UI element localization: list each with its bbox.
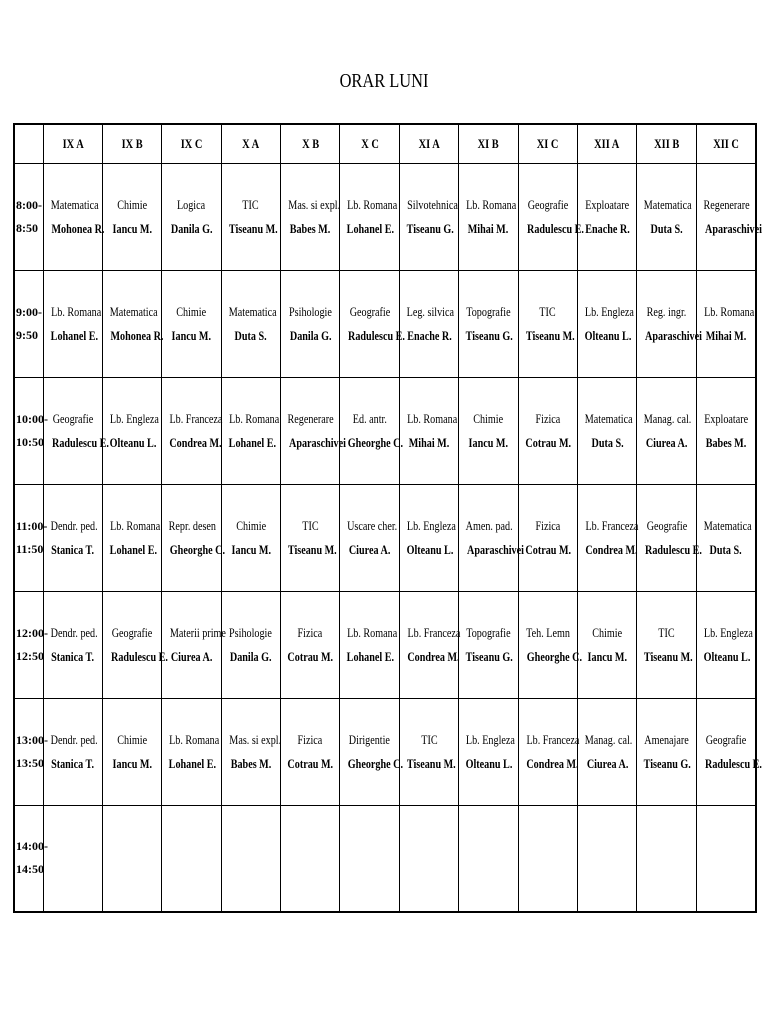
lesson-cell <box>696 699 762 806</box>
lesson-cell <box>637 592 696 699</box>
lesson-subject: Lb. Engleza <box>109 411 159 426</box>
lesson-teacher: Mihai M. <box>705 328 747 343</box>
lesson-cell <box>43 485 102 592</box>
lesson-subject: Psihologie <box>229 625 273 640</box>
class-header-label: XII B <box>654 136 680 151</box>
lesson-subject: Teh. Lemn <box>525 625 570 640</box>
lesson-subject: Chimie <box>473 411 504 426</box>
lesson-subject: TIC <box>420 732 438 747</box>
lesson-subject: Geografie <box>646 518 687 533</box>
lesson-cell <box>102 485 161 592</box>
lesson-subject: Leg. silvica <box>406 304 454 319</box>
lesson-subject: Fizica <box>297 732 323 747</box>
time-start: 13:00- <box>16 733 48 747</box>
lesson-teacher: Iancu M. <box>587 649 627 664</box>
lesson-cell <box>399 164 458 271</box>
lesson-cell <box>102 164 161 271</box>
lesson-teacher: Ciurea A. <box>586 756 628 771</box>
lesson-subject: Lb. Engleza <box>584 304 634 319</box>
lesson-subject: TIC <box>242 197 260 212</box>
lesson-teacher: Lohanel E. <box>50 328 98 343</box>
lesson-cell <box>578 699 637 806</box>
lesson-cell <box>518 699 580 806</box>
class-header <box>518 124 577 164</box>
lesson-subject: Mas. si expl. <box>288 197 341 212</box>
lesson-teacher: Tiseanu M. <box>406 756 456 771</box>
lesson-cell <box>578 378 637 485</box>
lesson-teacher: Radulescu E. <box>704 756 762 771</box>
lesson-cell <box>162 378 221 485</box>
header-row <box>14 124 756 164</box>
lesson-cell <box>518 592 582 699</box>
lesson-subject: Lb. Engleza <box>703 625 753 640</box>
lesson-subject: Geografie <box>705 732 747 747</box>
lesson-cell <box>221 378 280 485</box>
lesson-subject: Dirigentie <box>349 732 391 747</box>
lesson-subject: Matematica <box>644 197 693 212</box>
period-row <box>14 164 756 271</box>
lesson-cell <box>459 271 518 378</box>
lesson-teacher: Lohanel E. <box>109 542 157 557</box>
lesson-cell <box>696 806 755 912</box>
lesson-cell <box>518 378 577 485</box>
lesson-teacher: Duta S. <box>650 221 683 236</box>
lesson-teacher: Duta S. <box>591 435 624 450</box>
lesson-cell <box>102 592 168 699</box>
lesson-cell <box>162 485 226 592</box>
lesson-subject: Lb. Romana <box>50 304 101 319</box>
lesson-subject: Lb. Romana <box>406 411 458 426</box>
lesson-cell <box>43 592 102 699</box>
time-cell <box>14 699 48 806</box>
lesson-cell <box>578 806 637 912</box>
lesson-teacher: Enache R. <box>584 221 630 236</box>
time-cell <box>14 164 43 271</box>
lesson-subject: Manag. cal. <box>644 411 692 426</box>
class-header <box>459 124 518 164</box>
time-cell <box>14 271 43 378</box>
lesson-cell <box>459 164 518 271</box>
lesson-teacher: Babes M. <box>705 435 747 450</box>
lesson-cell <box>459 592 518 699</box>
lesson-subject: Ed. antr. <box>352 411 387 426</box>
lesson-subject: Chimie <box>592 625 623 640</box>
lesson-subject: Matematica <box>228 304 277 319</box>
lesson-subject: Regenerare <box>287 411 334 426</box>
lesson-teacher: Iancu M. <box>171 328 212 343</box>
lesson-teacher: Mihai M. <box>408 435 450 450</box>
lesson-subject: Manag. cal. <box>584 732 633 747</box>
lesson-subject: Chimie <box>117 197 148 212</box>
lesson-teacher: Radulescu E. <box>526 221 584 236</box>
lesson-teacher: Condrea M. <box>585 542 638 557</box>
lesson-teacher: Cotrau M. <box>525 542 571 557</box>
lesson-teacher: Lohanel E. <box>228 435 276 450</box>
lesson-cell <box>696 271 755 378</box>
lesson-cell <box>518 271 577 378</box>
class-header <box>340 124 399 164</box>
period-row <box>14 378 756 485</box>
class-header <box>43 124 102 164</box>
lesson-cell <box>399 592 461 699</box>
lesson-cell <box>518 485 577 592</box>
lesson-teacher: Condrea M. <box>169 435 222 450</box>
lesson-teacher: Aparaschivei <box>467 542 525 557</box>
lesson-teacher: Gheorghe C. <box>526 649 582 664</box>
lesson-teacher: Radulescu E. <box>348 328 406 343</box>
class-header <box>281 124 340 164</box>
lesson-subject: Exploatare <box>585 197 630 212</box>
lesson-subject: Materii prime <box>170 625 227 640</box>
lesson-teacher: Lohanel E. <box>168 756 217 771</box>
lesson-teacher: Condrea M. <box>525 756 579 771</box>
lesson-teacher: Cotrau M. <box>287 649 334 664</box>
lesson-teacher: Tiseanu G. <box>644 756 692 771</box>
lesson-subject: Dendr. ped. <box>50 625 98 640</box>
lesson-cell <box>340 699 404 806</box>
lesson-subject: Geografie <box>52 411 93 426</box>
lesson-subject: Fizica <box>535 518 561 533</box>
lesson-subject: Lb. Romana <box>466 197 517 212</box>
lesson-subject: Lb. Romana <box>228 411 279 426</box>
lesson-cell <box>43 164 102 271</box>
lesson-subject: Amenajare <box>644 732 689 747</box>
lesson-teacher: Tiseanu G. <box>406 221 454 236</box>
lesson-cell <box>221 806 280 912</box>
class-header <box>399 124 458 164</box>
class-header <box>221 124 280 164</box>
class-header <box>162 124 221 164</box>
lesson-cell <box>399 806 458 912</box>
lesson-subject: Dendr. ped. <box>50 732 98 747</box>
lesson-teacher: Iancu M. <box>468 435 509 450</box>
time-cell <box>14 378 48 485</box>
lesson-subject: Logica <box>177 197 206 212</box>
class-header <box>696 124 755 164</box>
period-row <box>14 271 756 378</box>
lesson-subject: Chimie <box>176 304 207 319</box>
lesson-subject: Mas. si expl. <box>228 732 281 747</box>
lesson-cell <box>162 699 221 806</box>
lesson-cell <box>281 271 340 378</box>
lesson-cell <box>637 378 696 485</box>
class-header-label: XI A <box>418 136 440 151</box>
lesson-subject: Lb. Romana <box>703 304 754 319</box>
lesson-subject: Fizica <box>535 411 561 426</box>
lesson-cell <box>281 485 340 592</box>
lesson-teacher: Aparaschivei <box>645 328 703 343</box>
time-end: 8:50 <box>16 221 38 235</box>
time-start: 14:00- <box>16 839 48 854</box>
lesson-cell <box>578 592 637 699</box>
lesson-cell <box>162 806 221 912</box>
class-header-label: IX B <box>121 136 143 151</box>
lesson-cell <box>518 806 577 912</box>
lesson-subject: Lb. Franceza <box>526 732 580 747</box>
lesson-cell <box>399 699 458 806</box>
time-start: 8:00- <box>16 198 42 212</box>
lesson-cell <box>637 485 703 592</box>
lesson-subject: Geografie <box>527 197 569 212</box>
lesson-cell <box>162 271 221 378</box>
lesson-teacher: Gheorghe C. <box>348 756 404 771</box>
lesson-teacher: Ciurea A. <box>645 435 688 450</box>
lesson-subject: Lb. Romana <box>169 732 220 747</box>
lesson-teacher: Mohonea R. <box>110 328 164 343</box>
lesson-teacher: Radulescu E. <box>645 542 703 557</box>
period-row <box>14 485 756 592</box>
lesson-teacher: Radulescu E. <box>51 435 109 450</box>
lesson-subject: Amen. pad. <box>465 518 513 533</box>
lesson-subject: Matematica <box>50 197 99 212</box>
lesson-teacher: Danila G. <box>230 649 272 664</box>
time-start: 10:00- <box>16 412 48 426</box>
lesson-teacher: Olteanu L. <box>406 542 454 557</box>
lesson-cell <box>459 378 518 485</box>
class-header <box>637 124 696 164</box>
lesson-teacher: Iancu M. <box>231 542 271 557</box>
lesson-subject: Repr. desen <box>168 518 217 533</box>
period-row <box>14 592 756 699</box>
lesson-teacher: Lohanel E. <box>347 221 395 236</box>
lesson-cell <box>340 378 404 485</box>
lesson-subject: Dendr. ped. <box>50 518 98 533</box>
time-cell <box>14 806 48 912</box>
lesson-teacher: Condrea M. <box>407 649 460 664</box>
lesson-cell <box>696 378 755 485</box>
lesson-teacher: Babes M. <box>289 221 331 236</box>
lesson-cell <box>340 164 399 271</box>
lesson-cell <box>399 271 458 378</box>
lesson-subject: Fizica <box>297 625 323 640</box>
lesson-teacher: Cotrau M. <box>287 756 334 771</box>
lesson-teacher: Mihai M. <box>468 221 509 236</box>
lesson-cell <box>696 592 755 699</box>
lesson-teacher: Mohonea R. <box>50 221 104 236</box>
schedule-body <box>14 164 762 912</box>
lesson-subject: Matematica <box>584 411 633 426</box>
lesson-teacher: Tiseanu M. <box>644 649 694 664</box>
lesson-subject: Geografie <box>349 304 390 319</box>
lesson-subject: Topografie <box>466 304 511 319</box>
lesson-teacher: Enache R. <box>406 328 452 343</box>
class-header-label: X B <box>301 136 319 151</box>
lesson-subject: Lb. Engleza <box>406 518 456 533</box>
lesson-teacher: Iancu M. <box>112 756 152 771</box>
lesson-cell <box>43 378 109 485</box>
lesson-subject: Lb. Romana <box>347 197 398 212</box>
lesson-cell <box>221 699 280 806</box>
lesson-cell <box>281 164 340 271</box>
lesson-cell <box>281 699 340 806</box>
lesson-teacher: Radulescu E. <box>110 649 168 664</box>
lesson-cell <box>43 806 102 912</box>
lesson-teacher: Olteanu L. <box>703 649 751 664</box>
lesson-subject: Lb. Engleza <box>466 732 516 747</box>
lesson-subject: Psihologie <box>288 304 332 319</box>
lesson-subject: Chimie <box>117 732 148 747</box>
lesson-cell <box>696 485 755 592</box>
lesson-cell <box>102 271 164 378</box>
lesson-cell <box>340 271 406 378</box>
class-header-label: XI B <box>477 136 499 151</box>
lesson-teacher: Duta S. <box>709 542 742 557</box>
lesson-subject: Chimie <box>235 518 266 533</box>
lesson-cell <box>43 271 102 378</box>
lesson-cell <box>340 806 399 912</box>
lesson-teacher: Tiseanu M. <box>287 542 337 557</box>
time-end: 9:50 <box>16 328 38 342</box>
lesson-subject: Matematica <box>109 304 158 319</box>
lesson-subject: Lb. Franceza <box>585 518 639 533</box>
lesson-teacher: Tiseanu M. <box>228 221 278 236</box>
lesson-cell <box>102 806 161 912</box>
time-end: 11:50 <box>16 542 44 556</box>
class-header-label: XI C <box>536 136 559 151</box>
class-header-label: IX A <box>62 136 84 151</box>
lesson-subject: Topografie <box>466 625 511 640</box>
lesson-teacher: Ciurea A. <box>170 649 213 664</box>
page-title: ORAR LUNI <box>339 70 429 92</box>
time-end: 14:50 <box>16 862 44 877</box>
lesson-subject: Uscare cher. <box>347 518 398 533</box>
time-start: 12:00- <box>16 626 48 640</box>
time-start: 9:00- <box>16 305 42 319</box>
lesson-cell <box>340 485 399 592</box>
lesson-teacher: Olteanu L. <box>109 435 157 450</box>
lesson-cell <box>221 164 280 271</box>
class-header <box>578 124 637 164</box>
class-header-label: XII C <box>712 136 739 151</box>
lesson-subject: Lb. Romana <box>347 625 398 640</box>
lesson-cell <box>637 271 703 378</box>
time-end: 10:50 <box>16 435 44 449</box>
lesson-cell <box>459 485 525 592</box>
lesson-cell <box>221 485 280 592</box>
lesson-teacher: Tiseanu G. <box>465 649 514 664</box>
class-header-label: IX C <box>180 136 203 151</box>
lesson-subject: Silvotehnica <box>406 197 458 212</box>
time-end: 12:50 <box>16 649 44 663</box>
lesson-teacher: Gheorghe C. <box>170 542 226 557</box>
lesson-teacher: Iancu M. <box>112 221 152 236</box>
lesson-cell <box>518 164 584 271</box>
schedule-table <box>13 123 762 913</box>
lesson-teacher: Olteanu L. <box>584 328 632 343</box>
lesson-cell <box>102 699 161 806</box>
lesson-teacher: Stanica T. <box>51 542 95 557</box>
lesson-cell <box>399 378 458 485</box>
time-cell <box>14 485 48 592</box>
period-row <box>14 806 756 912</box>
lesson-subject: Lb. Franceza <box>407 625 461 640</box>
lesson-teacher: Cotrau M. <box>525 435 571 450</box>
lesson-subject: Reg. ingr. <box>646 304 687 319</box>
lesson-subject: Matematica <box>703 518 752 533</box>
lesson-subject: Exploatare <box>703 411 748 426</box>
lesson-subject: TIC <box>539 304 556 319</box>
lesson-cell <box>281 592 340 699</box>
lesson-teacher: Tiseanu G. <box>465 328 514 343</box>
lesson-teacher: Danila G. <box>170 221 213 236</box>
lesson-teacher: Babes M. <box>230 756 272 771</box>
class-header-label: X A <box>242 136 260 151</box>
period-row <box>14 699 756 806</box>
lesson-cell <box>696 164 762 271</box>
lesson-cell <box>102 378 161 485</box>
lesson-cell <box>578 271 637 378</box>
lesson-cell <box>637 699 696 806</box>
lesson-cell <box>578 164 637 271</box>
lesson-cell <box>340 592 399 699</box>
corner-cell <box>14 124 43 164</box>
lesson-teacher: Ciurea A. <box>348 542 391 557</box>
lesson-cell <box>399 485 458 592</box>
lesson-cell <box>637 806 696 912</box>
lesson-cell <box>281 806 340 912</box>
lesson-teacher: Stanica T. <box>51 756 95 771</box>
lesson-subject: Geografie <box>111 625 153 640</box>
lesson-cell <box>459 806 518 912</box>
class-header-label: X C <box>360 136 379 151</box>
lesson-teacher: Aparaschivei <box>704 221 762 236</box>
lesson-teacher: Duta S. <box>234 328 267 343</box>
lesson-teacher: Gheorghe C. <box>348 435 404 450</box>
lesson-cell <box>162 592 227 699</box>
lesson-teacher: Stanica T. <box>51 649 95 664</box>
time-start: 11:00- <box>16 519 48 533</box>
lesson-cell <box>221 271 280 378</box>
lesson-cell <box>162 164 221 271</box>
time-end: 13:50 <box>16 756 44 770</box>
lesson-teacher: Olteanu L. <box>465 756 513 771</box>
lesson-teacher: Aparaschivei <box>289 435 346 450</box>
lesson-cell <box>578 485 637 592</box>
class-header-label: XII A <box>594 136 620 151</box>
lesson-teacher: Lohanel E. <box>347 649 395 664</box>
time-cell <box>14 592 48 699</box>
lesson-subject: Regenerare <box>703 197 750 212</box>
lesson-cell <box>221 592 280 699</box>
lesson-subject: TIC <box>302 518 319 533</box>
lesson-cell <box>281 378 346 485</box>
lesson-cell <box>43 699 102 806</box>
lesson-cell <box>637 164 696 271</box>
class-header <box>102 124 161 164</box>
lesson-cell <box>459 699 518 806</box>
lesson-subject: Lb. Romana <box>109 518 161 533</box>
lesson-teacher: Tiseanu M. <box>525 328 575 343</box>
lesson-subject: Lb. Franceza <box>169 411 223 426</box>
lesson-teacher: Danila G. <box>289 328 332 343</box>
lesson-subject: TIC <box>658 625 675 640</box>
